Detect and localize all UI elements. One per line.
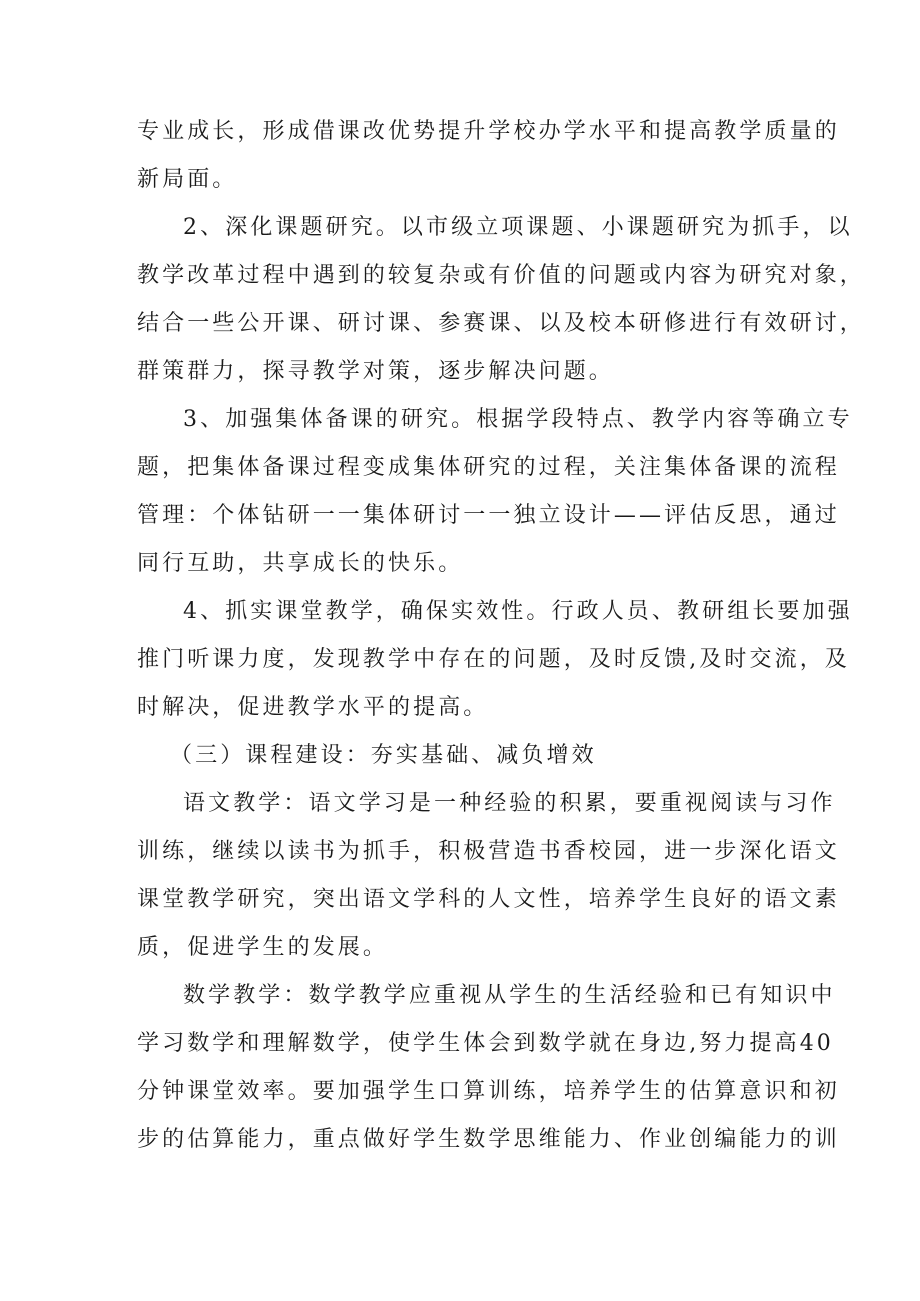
text-line: 教学改革过程中遇到的较复杂或有价值的问题或内容为研究对象， <box>137 263 865 288</box>
text-line: 新局面。 <box>137 167 238 192</box>
text-line: 管理：个体钻研一一集体研讨一一独立设计——评估反思，通过 <box>137 503 840 528</box>
text-line: 课堂教学研究，突出语文学科的人文性，培养学生良好的语文素 <box>137 887 840 912</box>
chinese-teaching-start: 语文教学：语文学习是一种经验的积累，要重视阅读与习作 <box>183 791 836 816</box>
section-heading: （三）课程建设：夯实基础、减负增效 <box>170 743 597 768</box>
text-line: 学习数学和理解数学，使学生体会到数学就在身边,努力提高40 <box>137 1031 834 1056</box>
text-line: 群策群力，探寻教学对策，逐步解决问题。 <box>137 359 614 384</box>
paragraph-4-start: 4、抓实课堂教学，确保实效性。行政人员、教研组长要加强 <box>183 599 853 624</box>
text-line: 分钟课堂效率。要加强学生口算训练，培养学生的估算意识和初 <box>137 1079 840 1104</box>
text-line: 专业成长，形成借课改优势提升学校办学水平和提高教学质量的 <box>137 119 840 144</box>
text-line: 质，促进学生的发展。 <box>137 935 389 960</box>
text-line: 时解决，促进教学水平的提高。 <box>137 695 489 720</box>
paragraph-2-start: 2、深化课题研究。以市级立项课题、小课题研究为抓手，以 <box>183 215 853 240</box>
text-line: 题，把集体备课过程变成集体研究的过程，关注集体备课的流程 <box>137 455 840 480</box>
text-line: 训练，继续以读书为抓手，积极营造书香校园，进一步深化语文 <box>137 839 840 864</box>
text-line: 步的估算能力，重点做好学生数学思维能力、作业创编能力的训 <box>137 1127 840 1152</box>
paragraph-3-start: 3、加强集体备课的研究。根据学段特点、教学内容等确立专 <box>183 407 853 432</box>
text-line: 结合一些公开课、研讨课、参赛课、以及校本研修进行有效研讨， <box>137 311 865 336</box>
text-line: 推门听课力度，发现教学中存在的问题，及时反馈,及时交流，及 <box>137 647 850 672</box>
text-line: 同行互助，共享成长的快乐。 <box>137 551 464 576</box>
math-teaching-start: 数学教学：数学教学应重视从学生的生活经验和已有知识中 <box>183 983 836 1008</box>
